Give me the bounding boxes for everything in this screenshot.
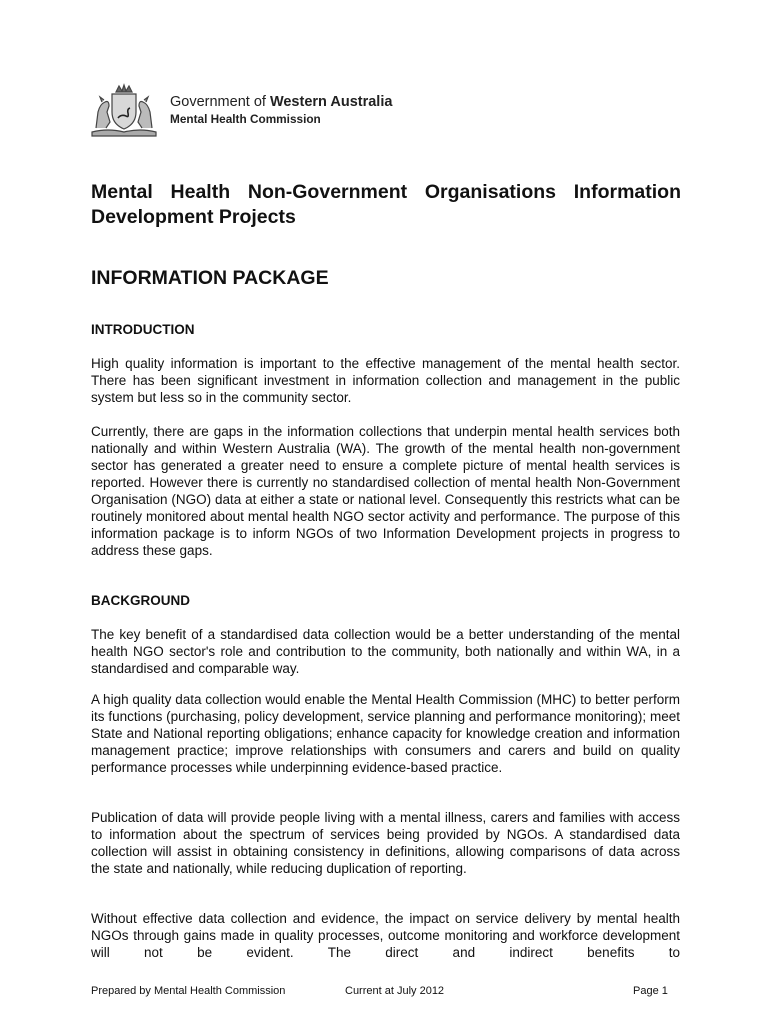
- intro-paragraph-1: High quality information is important to the effective management of the mental health sector. There has been significant investment in information collection and management in the public system but less so in the community sector.: [91, 356, 680, 405]
- government-name: Government of Western Australia: [170, 94, 393, 110]
- background-paragraph-3: Publication of data will provide people living with a mental illness, carers and families with access to information about the spectrum of services being provided by NGOs. A standardised data collection will assist in obtaining consistency in definitions, allowing comparisons of data across the state and nationally, while reducing duplication of reporting.: [91, 810, 680, 876]
- background-paragraph-4: Without effective data collection and evidence, the impact on service delivery by mental health NGOs through gains made in quality processes, outcome monitoring and workforce development will not be evident. The direct and indirect benefits to: [91, 911, 680, 960]
- intro-paragraph-2: Currently, there are gaps in the information collections that underpin mental health services both nationally and within Western Australia (WA). The growth of the mental health non-government sector has generated a greater need to ensure a complete picture of mental health services is reported. However there is currently no standardised collection of mental health Non-Government Organisation (NGO) data at either a state or national level. Consequently this restricts what can be routinely monitored about mental health NGO sector activity and performance. The purpose of this information package is to inform NGOs of two Information Development projects in progress to address these gaps.: [91, 424, 680, 558]
- background-paragraph-1: The key benefit of a standardised data collection would be a better understanding of the mental health NGO sector's role and contribution to the community, both nationally and within WA, in a standardised and comparable way.: [91, 627, 680, 676]
- commission-name: Mental Health Commission: [170, 112, 321, 126]
- footer-prepared-by: Prepared by Mental Health Commission: [91, 985, 286, 997]
- footer-page-number: Page 1: [633, 985, 668, 997]
- header-logo: [88, 82, 418, 144]
- introduction-heading: INTRODUCTION: [91, 322, 195, 337]
- package-heading: INFORMATION PACKAGE: [91, 267, 329, 289]
- background-heading: BACKGROUND: [91, 593, 190, 608]
- document-title: Mental Health Non-Government Organisations Information Development Projects: [91, 181, 681, 228]
- background-paragraph-2: A high quality data collection would enable the Mental Health Commission (MHC) to better perform its functions (purchasing, policy development, service planning and performance monitoring); meet State and National reporting obligations; enhance capacity for knowledge creation and information management practice; improve relationships with consumers and carers and build on quality performance processes while underpinning evidence-based practice.: [91, 692, 680, 775]
- coat-of-arms-icon: [88, 82, 160, 140]
- footer-date: Current at July 2012: [345, 985, 445, 997]
